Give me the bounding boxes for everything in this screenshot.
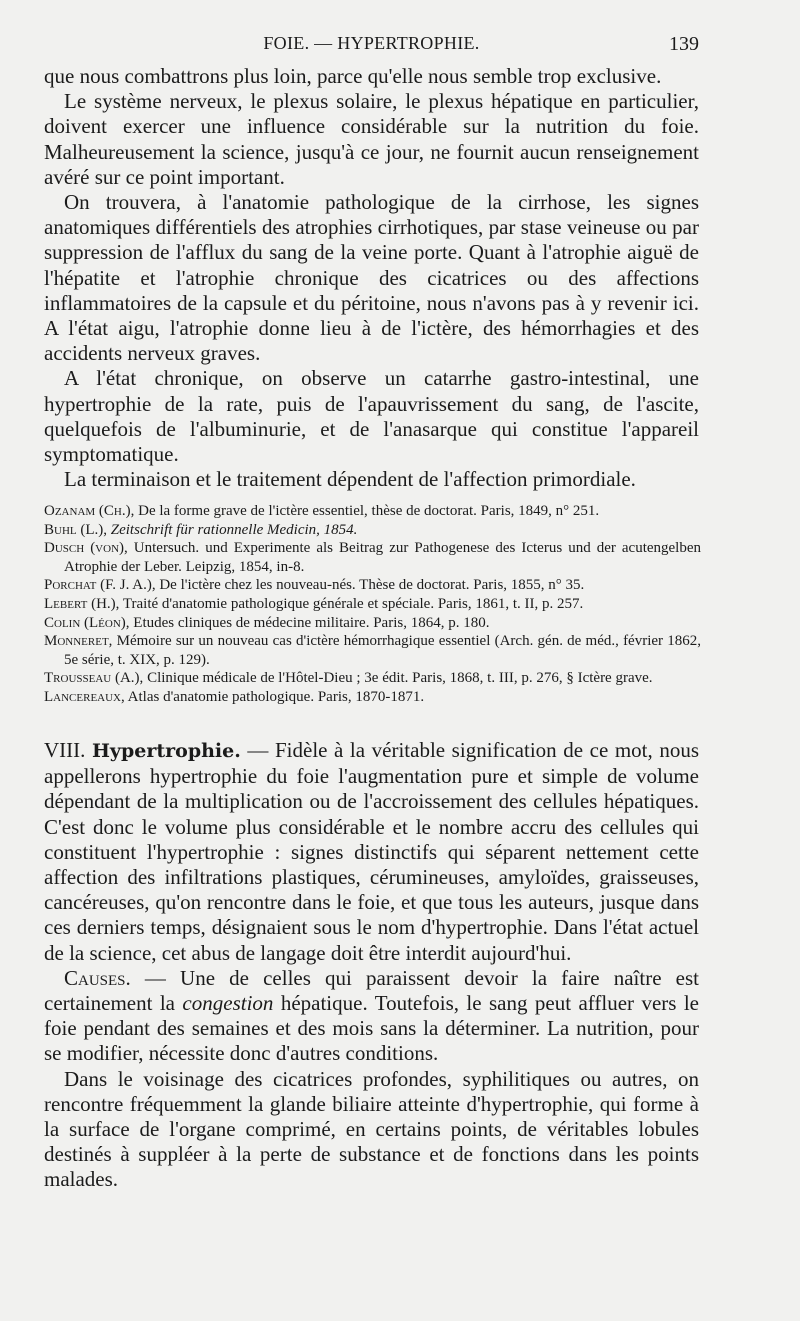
reference-item xyxy=(44,595,701,614)
reference-item xyxy=(44,688,701,707)
paragraph: Le système nerveux, le plexus solaire, le plexus hépatique en particulier, doivent exercer une influence considérable sur la nutrition du foie. Malheureusement la science, jusqu'à ce jour, ne fournit aucun renseignement avéré sur ce point important. xyxy=(44,89,699,189)
reference-author: Colin (Léon), xyxy=(44,614,130,631)
paragraph: On trouvera, à l'anatomie pathologique de la cirrhose, les signes anatomiques différentiels des atrophies cirrhotiques, par stase veineuse ou par suppression de l'afflux du sang de la veine porte. Quant à l'atrophie aiguë de l'hépatite et l'atrophie chronique des cicatrices ou des affections inflammatoires de la capsule et du péritoine, nous n'avons pas à y revenir ici. A l'état aigu, l'atrophie donne lieu à de l'ictère, des hémorrhagies et des accidents nerveux graves. xyxy=(44,190,699,366)
reference-author: Trousseau (A.), xyxy=(44,670,144,687)
bibliography xyxy=(44,502,701,707)
body-text xyxy=(44,64,699,492)
reference-text: Atlas d'anatomie pathologique. Paris, 1870-1871. xyxy=(124,688,425,705)
reference-author: Porchat (F. J. A.), xyxy=(44,577,156,594)
causes-text-rest: hépatique. Toutefois, le sang peut affluer vers le foie pendant des semaines et des mois sans la déterminer. La nutrition, pour se modifier, nécessite donc d'autres conditions. xyxy=(44,991,699,1066)
section-heading: Hypertrophie. xyxy=(91,740,241,762)
page-number: 139 xyxy=(669,33,699,55)
paragraph: Dans le voisinage des cicatrices profondes, syphilitiques ou autres, on rencontre fréquemment la glande biliaire atteinte d'hypertrophie, qui forme à la surface de l'organe comprimé, en certains points, de véritables lobules destinés à suppléer à la perte de substance et de fonctions dans les points malades. xyxy=(44,1066,699,1192)
reference-text: Untersuch. und Experimente als Beitrag zur Pathogenese des Icterus und der acutengelben Atrophie der Leber. Leipzig, 1854, in-8. xyxy=(64,540,701,575)
causes-text: — Une de celles qui paraissent devoir la faire naître est certainement la xyxy=(44,965,699,1016)
reference-item xyxy=(44,614,701,633)
reference-item xyxy=(44,521,701,540)
section-hypertrophie xyxy=(44,738,699,1193)
reference-item xyxy=(44,539,701,576)
section-number: VIII. xyxy=(44,738,86,762)
reference-item xyxy=(44,576,701,595)
section-intro xyxy=(44,738,699,966)
paragraph: La terminaison et le traitement dépendent de l'affection primordiale. xyxy=(64,467,636,492)
reference-title: Zeitschrift für rationnelle Medicin, 1854. xyxy=(107,521,358,538)
reference-text: Mémoire sur un nouveau cas d'ictère hémorrhagique essentiel (Arch. gén. de méd., février 1862, 5e série, t. XIX, p. 129). xyxy=(64,633,701,668)
reference-author: Lancereaux, xyxy=(44,688,125,705)
paragraph: A l'état chronique, on observe un catarrhe gastro-intestinal, une hypertrophie de la rate, puis de l'apauvrissement du sang, de l'ascite, quelquefois de l'albuminurie, et de l'anasarque qui constitue l'appareil symptomatique. xyxy=(44,366,699,467)
reference-author: Monneret, xyxy=(44,633,113,650)
paragraph: que nous combattrons plus loin, parce qu'elle nous semble trop exclusive. xyxy=(44,64,662,88)
causes-italic: congestion xyxy=(182,991,274,1016)
reference-text: De l'ictère chez les nouveau-nés. Thèse de doctorat. Paris, 1855, n° 35. xyxy=(155,577,585,594)
reference-author: Buhl (L.), xyxy=(44,521,108,538)
causes-paragraph xyxy=(44,966,699,1067)
reference-author: Lebert (H.), xyxy=(44,595,120,612)
reference-author: Dusch (von), xyxy=(44,540,128,557)
reference-text: Etudes cliniques de médecine militaire. Paris, 1864, p. 180. xyxy=(129,614,490,631)
section-intro-text: — Fidèle à la véritable signification de ce mot, nous appellerons hypertrophie du foie l'augmentation pure et simple de volume dépendant de la multiplication ou de l'accroissement des cellules hépatiques. C'est donc le volume plus considérable et le nombre accru des cellules qui constituent l'hypertrophie : signes distinctifs qui séparent nettement cette affection des infiltrations plastiques, cérumineuses, amyloïdes, graisseuses, cancéreuses, qu'on rencontre dans le foie, et que tous les auteurs, jusque dans ces derniers temps, désignaient sous le nom d'hypertrophie. Dans l'état actuel de la science, cet abus de langage doit être interdit aujourd'hui. xyxy=(44,738,699,965)
reference-author: Ozanam (Ch.), xyxy=(44,503,135,519)
reference-text: Traité d'anatomie pathologique générale et spéciale. Paris, 1861, t. II, p. 257. xyxy=(119,595,584,612)
reference-text: De la forme grave de l'ictère essentiel, thèse de doctorat. Paris, 1849, n° 251. xyxy=(134,503,600,519)
running-header xyxy=(44,33,699,55)
reference-item xyxy=(44,502,701,521)
causes-label: Causes. xyxy=(64,965,131,990)
reference-item xyxy=(44,632,701,669)
reference-item xyxy=(44,669,701,688)
reference-text: Clinique médicale de l'Hôtel-Dieu ; 3e édit. Paris, 1868, t. III, p. 276, § Ictère grave. xyxy=(143,670,653,687)
running-title: FOIE. — HYPERTROPHIE. xyxy=(263,33,480,53)
